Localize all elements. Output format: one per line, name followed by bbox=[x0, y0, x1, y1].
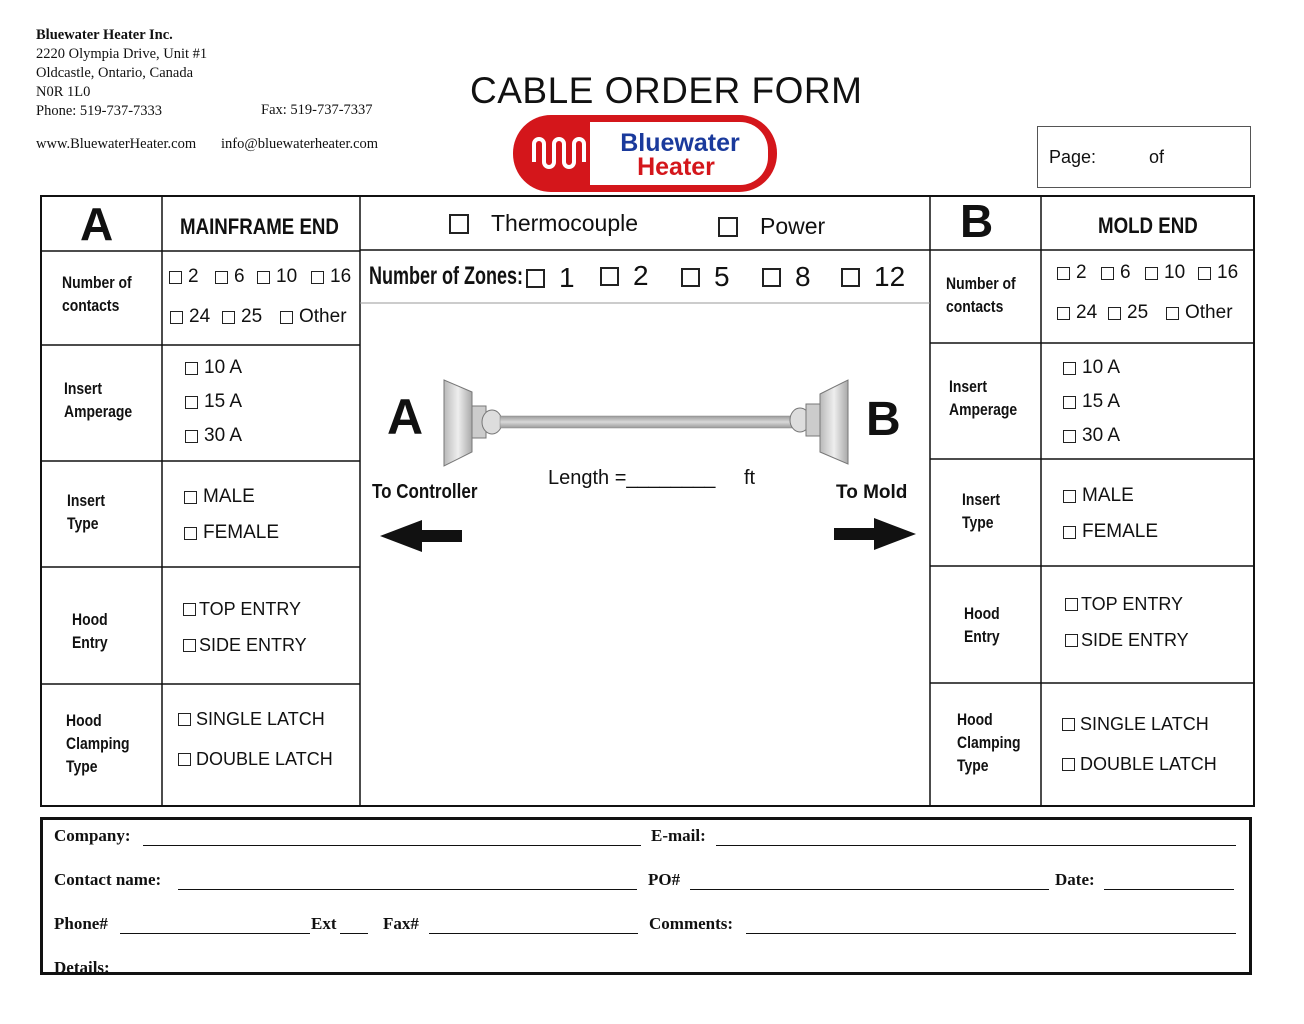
side-a-contact-2[interactable]: 2 bbox=[169, 266, 199, 288]
side-b-clamping-label: Hood Clamping Type bbox=[957, 710, 1021, 775]
comments-field-label: Comments: bbox=[649, 914, 734, 933]
checkbox[interactable] bbox=[1063, 362, 1076, 375]
side-a-hood-entry-label: Hood Entry bbox=[72, 610, 108, 652]
checkbox[interactable] bbox=[1063, 430, 1076, 443]
checkbox[interactable] bbox=[280, 311, 293, 324]
side-a-female[interactable]: FEMALE bbox=[184, 522, 279, 544]
side-b-contact-2[interactable]: 2 bbox=[1057, 262, 1087, 284]
checkbox[interactable] bbox=[1062, 718, 1075, 731]
email-field-label: E-mail: bbox=[651, 826, 706, 845]
side-b-male[interactable]: MALE bbox=[1063, 485, 1134, 507]
side-b-contact-25[interactable]: 25 bbox=[1108, 302, 1148, 324]
checkbox[interactable] bbox=[178, 753, 191, 766]
company-fax: Fax: 519-737-7337 bbox=[261, 102, 373, 118]
checkbox[interactable] bbox=[184, 527, 197, 540]
side-b-contact-6[interactable]: 6 bbox=[1101, 262, 1131, 284]
checkbox[interactable] bbox=[185, 430, 198, 443]
checkbox[interactable] bbox=[1057, 267, 1070, 280]
side-b-contact-other[interactable]: Other bbox=[1166, 302, 1233, 324]
checkbox[interactable] bbox=[183, 603, 196, 616]
side-a-amperage-label: Insert Amperage bbox=[64, 379, 133, 421]
side-a-single-latch[interactable]: SINGLE LATCH bbox=[178, 709, 325, 730]
side-a-amp-10[interactable]: 10 A bbox=[185, 357, 242, 379]
checkbox[interactable] bbox=[526, 269, 545, 288]
fax-field-label: Fax# bbox=[383, 914, 419, 933]
side-a-contacts-label: Number of contacts bbox=[62, 273, 132, 315]
side-a-letter: A bbox=[80, 198, 114, 250]
logo-text-bluewater: Bluewater bbox=[620, 129, 740, 157]
logo-text-heater: Heater bbox=[637, 153, 715, 181]
connector-b-icon bbox=[790, 380, 848, 464]
checkbox[interactable] bbox=[718, 217, 738, 237]
checkbox[interactable] bbox=[600, 267, 619, 286]
side-a-clamping-label: Hood Clamping Type bbox=[66, 711, 130, 776]
power-option[interactable]: Power bbox=[718, 213, 825, 240]
checkbox[interactable] bbox=[183, 639, 196, 652]
checkbox[interactable] bbox=[1108, 307, 1121, 320]
side-a-contact-10[interactable]: 10 bbox=[257, 266, 297, 288]
ext-field-label: Ext bbox=[311, 914, 337, 933]
arrow-right-icon bbox=[834, 518, 916, 550]
checkbox[interactable] bbox=[1145, 267, 1158, 280]
email-input[interactable] bbox=[716, 845, 1236, 846]
ext-input[interactable] bbox=[340, 933, 368, 934]
company-address-line1: 2220 Olympia Drive, Unit #1 bbox=[36, 46, 208, 62]
checkbox[interactable] bbox=[1166, 307, 1179, 320]
checkbox[interactable] bbox=[178, 713, 191, 726]
to-mold-caption: To Mold bbox=[836, 482, 908, 503]
checkbox[interactable] bbox=[1063, 490, 1076, 503]
company-address-line2: Oldcastle, Ontario, Canada bbox=[36, 65, 194, 81]
side-b-amp-30[interactable]: 30 A bbox=[1063, 425, 1120, 447]
customer-info-form bbox=[40, 817, 1252, 975]
company-name: Bluewater Heater Inc. bbox=[36, 27, 173, 43]
zone-12[interactable]: 12 bbox=[841, 261, 905, 293]
side-b-top-entry[interactable]: TOP ENTRY bbox=[1065, 594, 1183, 615]
side-b-side-entry[interactable]: SIDE ENTRY bbox=[1065, 630, 1189, 651]
length-field[interactable]: Length =________ bbox=[548, 467, 721, 489]
side-a-top-entry[interactable]: TOP ENTRY bbox=[183, 599, 301, 620]
diagram-end-b: B bbox=[866, 393, 901, 446]
side-b-contacts-label: Number of contacts bbox=[946, 274, 1016, 316]
checkbox[interactable] bbox=[184, 491, 197, 504]
side-a-double-latch[interactable]: DOUBLE LATCH bbox=[178, 749, 333, 770]
zones-label: Number of Zones: bbox=[369, 262, 524, 290]
side-a-insert-type-label: Insert Type bbox=[67, 491, 105, 533]
length-unit: ft bbox=[744, 467, 756, 489]
checkbox[interactable] bbox=[185, 396, 198, 409]
checkbox[interactable] bbox=[185, 362, 198, 375]
zone-5[interactable]: 5 bbox=[681, 261, 730, 293]
comments-input[interactable] bbox=[746, 933, 1236, 934]
checkbox[interactable] bbox=[762, 268, 781, 287]
checkbox[interactable] bbox=[1101, 267, 1114, 280]
page-label: Page: bbox=[1049, 147, 1097, 167]
side-a-amp-30[interactable]: 30 A bbox=[185, 425, 242, 447]
side-b-hood-entry-label: Hood Entry bbox=[964, 604, 1000, 646]
checkbox[interactable] bbox=[222, 311, 235, 324]
checkbox[interactable] bbox=[215, 271, 228, 284]
side-b-single-latch[interactable]: SINGLE LATCH bbox=[1062, 714, 1209, 735]
date-input[interactable] bbox=[1104, 889, 1234, 890]
zone-2[interactable]: 2 bbox=[600, 260, 649, 292]
checkbox[interactable] bbox=[841, 268, 860, 287]
side-b-contact-10[interactable]: 10 bbox=[1145, 262, 1185, 284]
fax-input[interactable] bbox=[429, 933, 638, 934]
checkbox[interactable] bbox=[169, 271, 182, 284]
checkbox[interactable] bbox=[1062, 758, 1075, 771]
side-b-contact-16[interactable]: 16 bbox=[1198, 262, 1238, 284]
connector-a-icon bbox=[444, 380, 502, 466]
contact-name-input[interactable] bbox=[178, 889, 637, 890]
side-b-header: MOLD END bbox=[1098, 213, 1198, 238]
po-input[interactable] bbox=[690, 889, 1049, 890]
page-of-label: of bbox=[1149, 147, 1165, 167]
checkbox[interactable] bbox=[1057, 307, 1070, 320]
side-b-amp-15[interactable]: 15 A bbox=[1063, 391, 1120, 413]
checkbox[interactable] bbox=[1063, 396, 1076, 409]
phone-input[interactable] bbox=[120, 933, 310, 934]
company-email: info@bluewaterheater.com bbox=[221, 136, 379, 152]
date-field-label: Date: bbox=[1055, 870, 1095, 889]
side-b-letter: B bbox=[960, 195, 994, 247]
side-a-contact-other[interactable]: Other bbox=[280, 306, 347, 328]
side-a-contact-24[interactable]: 24 bbox=[170, 306, 210, 328]
zone-8[interactable]: 8 bbox=[762, 261, 811, 293]
cable-line bbox=[500, 416, 792, 428]
side-b-amp-10[interactable]: 10 A bbox=[1063, 357, 1120, 379]
zone-1[interactable]: 1 bbox=[526, 262, 575, 294]
checkbox[interactable] bbox=[1065, 634, 1078, 647]
checkbox[interactable] bbox=[257, 271, 270, 284]
side-a-amp-15[interactable]: 15 A bbox=[185, 391, 242, 413]
cable-diagram bbox=[360, 360, 930, 570]
side-b-double-latch[interactable]: DOUBLE LATCH bbox=[1062, 754, 1217, 775]
to-controller-caption: To Controller bbox=[372, 481, 478, 503]
side-b-contact-24[interactable]: 24 bbox=[1057, 302, 1097, 324]
checkbox[interactable] bbox=[449, 214, 469, 234]
checkbox[interactable] bbox=[1065, 598, 1078, 611]
company-input[interactable] bbox=[143, 845, 641, 846]
side-a-male[interactable]: MALE bbox=[184, 486, 255, 508]
contact-name-label: Contact name: bbox=[54, 870, 162, 889]
side-a-header: MAINFRAME END bbox=[180, 214, 339, 239]
details-field-label: Details: bbox=[54, 958, 110, 977]
checkbox[interactable] bbox=[681, 268, 700, 287]
company-phone: Phone: 519-737-7333 bbox=[36, 103, 163, 119]
side-b-female[interactable]: FEMALE bbox=[1063, 521, 1158, 543]
side-a-side-entry[interactable]: SIDE ENTRY bbox=[183, 635, 307, 656]
checkbox[interactable] bbox=[1198, 267, 1211, 280]
thermocouple-option[interactable]: Thermocouple bbox=[449, 210, 638, 237]
diagram-end-a: A bbox=[387, 389, 424, 445]
arrow-left-icon bbox=[380, 520, 462, 552]
checkbox[interactable] bbox=[170, 311, 183, 324]
side-b-amperage-label: Insert Amperage bbox=[949, 377, 1018, 419]
company-field-label: Company: bbox=[54, 826, 131, 845]
phone-field-label: Phone# bbox=[54, 914, 108, 933]
checkbox[interactable] bbox=[1063, 526, 1076, 539]
company-website: www.BluewaterHeater.com bbox=[36, 136, 197, 152]
po-field-label: PO# bbox=[648, 870, 681, 889]
company-postal-code: N0R 1L0 bbox=[36, 84, 91, 100]
side-a-contact-25[interactable]: 25 bbox=[222, 306, 262, 328]
side-b-insert-type-label: Insert Type bbox=[962, 490, 1000, 532]
side-a-contact-16[interactable]: 16 bbox=[311, 266, 351, 288]
page-title: CABLE ORDER FORM bbox=[470, 70, 863, 111]
checkbox[interactable] bbox=[311, 271, 324, 284]
side-a-contact-6[interactable]: 6 bbox=[215, 266, 245, 288]
